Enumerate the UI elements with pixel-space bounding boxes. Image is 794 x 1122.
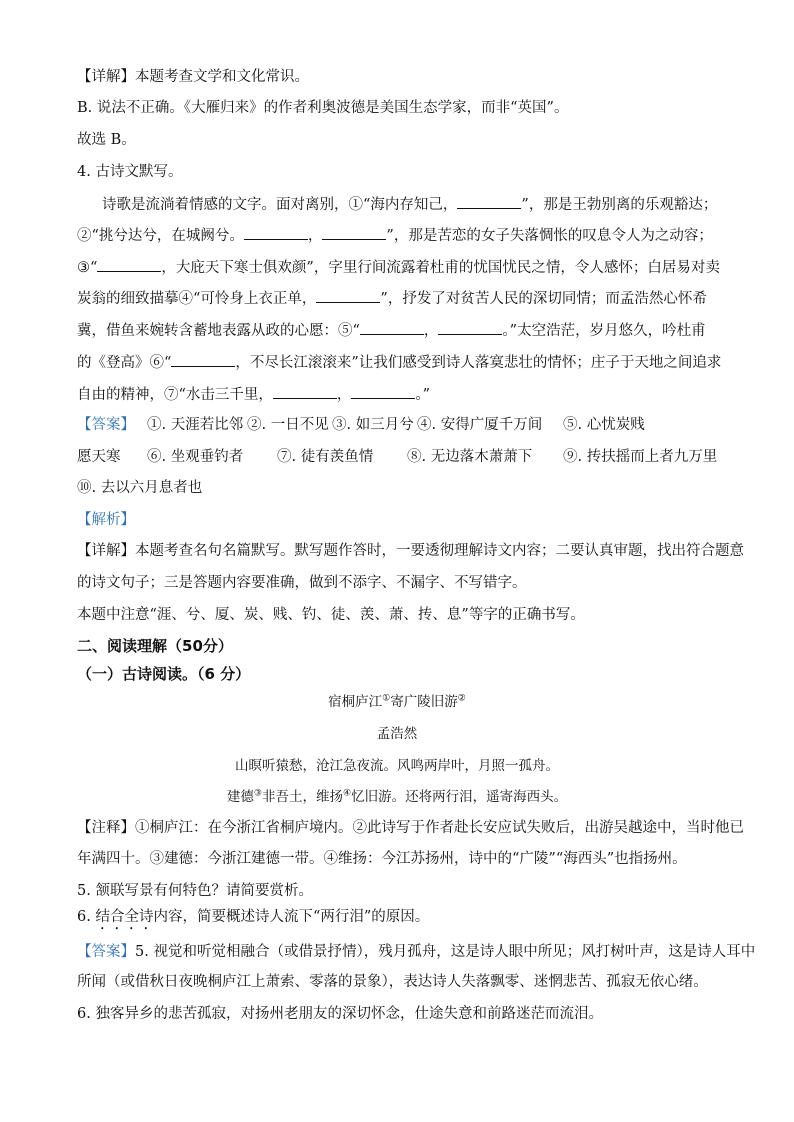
answer-item: ①. 天涯若比邻	[147, 417, 244, 433]
q4-text-line-6: 的《登高》⑥“ ，不尽长江滚滚来”让我们感受到诗人落寞悲壮的情怀；庄子于天地之间追求	[77, 352, 727, 373]
q4-explain-3: 本题中注意“涯、兮、厦、炭、贱、钓、徒、羡、萧、抟、息”等字的正确书写。	[77, 607, 585, 623]
q3-explain: 【详解】本题考查文学和文化常识。	[77, 69, 309, 85]
blank-5[interactable]	[316, 288, 380, 303]
blank-7[interactable]	[438, 320, 502, 335]
answer-item: ⑥. 坐观垂钓者	[147, 449, 244, 465]
answer-item: ②. 一日不见	[247, 417, 329, 433]
answer-item: ③. 如三月兮	[332, 417, 414, 433]
poem-title: 宿桐庐江①寄广陵旧游②	[328, 693, 466, 710]
blank-2[interactable]	[244, 225, 308, 240]
blank-6[interactable]	[360, 320, 424, 335]
answer-item: ⑨. 抟扶摇而上者九万里	[563, 449, 718, 465]
answer-row-1	[77, 415, 727, 435]
blank-8[interactable]	[171, 352, 235, 367]
answer-label: 【答案】	[77, 417, 135, 433]
analysis-label: 【解析】	[77, 512, 135, 528]
poem-author: 孟浩然	[376, 726, 418, 742]
answer-item: ⑧. 无边落木萧萧下	[407, 449, 533, 465]
question-6: 6. 结合全诗内容，简要概述诗人流下“两行泪”的原因。	[77, 909, 430, 925]
q4-explain-1: 【详解】本题考查名句名篇默写。默写题作答时，一要透彻理解诗文内容；二要认真审题，找出符合题意	[77, 543, 744, 559]
question-5: 5. 颔联写景有何特色？请简要赏析。	[77, 883, 313, 899]
q3-choose: 故选 B。	[77, 132, 136, 148]
answer-label-2: 【答案】	[77, 944, 135, 960]
section-2-1-heading: （一）古诗阅读。（6 分）	[77, 665, 251, 683]
poem-line-1: 山暝听猿愁，沧江急夜流。风鸣两岸叶，月照一孤舟。	[235, 758, 559, 774]
answer-item: 愿天寒	[77, 449, 121, 465]
blank-10[interactable]	[351, 384, 415, 399]
answer-item: ④. 安得广厦千万间	[417, 417, 543, 433]
q4-text-line-3: ③“ ，大庇天下寒士俱欢颜”，字里行间流露着杜甫的忧国忧民之情，令人感怀；白居易对卖	[77, 257, 727, 278]
answer-2-line-1: 【答案】5. 视觉和听觉相融合（或借景抒情），残月孤舟，这是诗人眼中所见；风打树叶声，这是诗人耳中	[77, 944, 756, 960]
q4-text-line-4: 炭翁的细致描摹④“可怜身上衣正单， ”，抒发了对贫苦人民的深切同情；而孟浩然心怀希	[77, 288, 727, 309]
answer-row-2	[77, 447, 727, 467]
answer-2-line-2: 所闻（或借秋日夜晚桐庐江上萧索、零落的景象），表达诗人失落飘零、迷惘悲苦、孤寂无依心绪。	[77, 974, 708, 990]
answer-2-line-3: 6. 独客异乡的悲苦孤寂，对扬州老朋友的深切怀念，仕途失意和前路迷茫而流泪。	[77, 1006, 603, 1022]
blank-4[interactable]	[97, 257, 161, 272]
q4-text-line-1: 诗歌是流淌着情感的文字。面对离别，①“海内存知己， ”，那是王勃别离的乐观豁达；	[102, 194, 752, 215]
blank-3[interactable]	[322, 225, 386, 240]
section-2-heading: 二、阅读理解（50分）	[77, 637, 233, 655]
poem-line-2: 建德③非吾土，维扬④忆旧游。还将两行泪，遥寄海西头。	[226, 788, 568, 805]
note-1: 【注释】①桐庐江：在今浙江省桐庐境内。②此诗写于作者赴长安应试失败后，出游吴越途中，当时他已	[77, 820, 744, 836]
note-2: 年满四十。③建德：今浙江建德一带。④维扬：今江苏扬州，诗中的“广陵”“海西头”也指扬州。	[77, 851, 687, 867]
q4-text-line-2: ②“挑兮达兮，在城阙兮。 ， ”，那是苦恋的女子失落惆怅的叹息令人为之动容；	[77, 225, 727, 246]
answer-item: ⑤. 心忧炭贱	[563, 417, 645, 433]
q4-title: 4. 古诗文默写。	[77, 164, 183, 180]
blank-1[interactable]	[457, 194, 521, 209]
answer-item: ⑦. 徒有羡鱼情	[277, 449, 374, 465]
q4-explain-2: 的诗文句子；三是答题内容要准确，做到不添字、不漏字、不写错字。	[77, 575, 527, 591]
answer-row-3	[77, 478, 727, 498]
q4-text-line-5: 冀，借鱼来婉转含蓄地表露从政的心愿：⑤“ ， 。”太空浩茫，岁月悠久，吟杜甫	[77, 320, 727, 341]
blank-9[interactable]	[273, 384, 337, 399]
answer-item: ⑩. 去以六月息者也	[77, 480, 203, 496]
q3-option-b: B. 说法不正确。《大雁归来》的作者利奥波德是美国生态学家，而非“英国”。	[77, 100, 569, 116]
q4-text-line-7: 自由的精神，⑦“水击三千里， ， 。”	[77, 384, 727, 405]
